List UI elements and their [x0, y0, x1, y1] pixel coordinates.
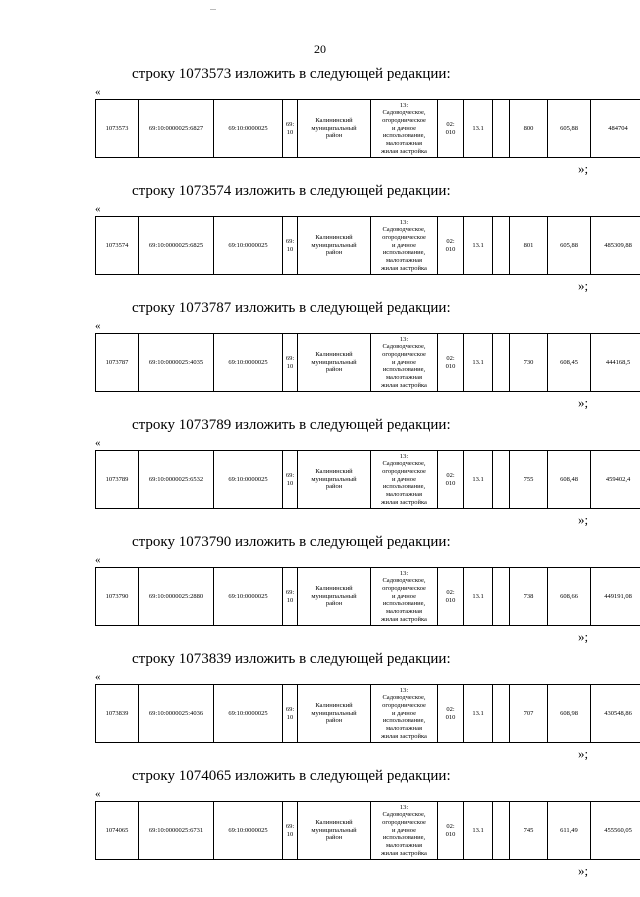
- table-row: [96, 100, 640, 158]
- amendment-heading: строку 1073789 изложить в следующей редакции:: [132, 417, 451, 433]
- cadastral-number-cell: 69:10:0000025:6731: [139, 802, 214, 860]
- land-use-cell: 13: Садоводческое, огородническое и дачное использование, малоэтажная жилая застройка: [371, 334, 438, 392]
- cadastral-number-cell: 69:10:0000025:6827: [139, 100, 214, 158]
- cadastral-block-cell: 69:10:0000025: [214, 568, 283, 626]
- amendment-table: [95, 684, 640, 743]
- empty-cell: [493, 334, 510, 392]
- table-row: [96, 568, 640, 626]
- rate-cell: 608,45: [548, 334, 591, 392]
- use-code-cell: 02: 010: [438, 334, 464, 392]
- table-row: [96, 334, 640, 392]
- area-cell: 738: [510, 568, 548, 626]
- use-code-cell: 02: 010: [438, 100, 464, 158]
- group-cell: 13.1: [464, 217, 493, 275]
- row-id-cell: 1073573: [96, 100, 139, 158]
- open-quote: «: [95, 554, 101, 566]
- row-id-cell: 1073839: [96, 685, 139, 743]
- empty-cell: [493, 217, 510, 275]
- empty-cell: [493, 685, 510, 743]
- district-cell: Калининский муниципальный район: [298, 334, 371, 392]
- group-cell: 13.1: [464, 334, 493, 392]
- cadastral-value-cell: 449191,08: [591, 568, 640, 626]
- amendment-heading: строку 1073839 изложить в следующей редакции:: [132, 651, 451, 667]
- open-quote: «: [95, 671, 101, 683]
- area-cell: 745: [510, 802, 548, 860]
- group-cell: 13.1: [464, 802, 493, 860]
- amendment-heading: строку 1073790 изложить в следующей редакции:: [132, 534, 451, 550]
- area-cell: 730: [510, 334, 548, 392]
- amendment-table: [95, 450, 640, 509]
- row-id-cell: 1073787: [96, 334, 139, 392]
- region-code-cell: 69: 10: [283, 100, 298, 158]
- close-quote: »;: [578, 863, 589, 878]
- cadastral-block-cell: 69:10:0000025: [214, 217, 283, 275]
- amendment-section: [0, 534, 640, 651]
- district-cell: Калининский муниципальный район: [298, 100, 371, 158]
- use-code-cell: 02: 010: [438, 451, 464, 509]
- land-use-cell: 13: Садоводческое, огородническое и дачное использование, малоэтажная жилая застройка: [371, 802, 438, 860]
- area-cell: 755: [510, 451, 548, 509]
- table-row: [96, 802, 640, 860]
- amendment-section: [0, 651, 640, 768]
- land-use-cell: 13: Садоводческое, огородническое и дачное использование, малоэтажная жилая застройка: [371, 100, 438, 158]
- cadastral-value-cell: 444168,5: [591, 334, 640, 392]
- row-id-cell: 1074065: [96, 802, 139, 860]
- close-quote: »;: [578, 512, 589, 527]
- cadastral-value-cell: 485309,88: [591, 217, 640, 275]
- open-quote: «: [95, 320, 101, 332]
- empty-cell: [493, 802, 510, 860]
- cadastral-block-cell: 69:10:0000025: [214, 334, 283, 392]
- cadastral-value-cell: 459402,4: [591, 451, 640, 509]
- amendments-list: [0, 66, 640, 885]
- close-quote: »;: [578, 278, 589, 293]
- region-code-cell: 69: 10: [283, 217, 298, 275]
- cadastral-number-cell: 69:10:0000025:2880: [139, 568, 214, 626]
- amendment-heading: строку 1073573 изложить в следующей редакции:: [132, 66, 451, 82]
- cadastral-number-cell: 69:10:0000025:4035: [139, 334, 214, 392]
- rate-cell: 608,66: [548, 568, 591, 626]
- land-use-cell: 13: Садоводческое, огородническое и дачное использование, малоэтажная жилая застройка: [371, 568, 438, 626]
- rate-cell: 611,49: [548, 802, 591, 860]
- group-cell: 13.1: [464, 451, 493, 509]
- cadastral-block-cell: 69:10:0000025: [214, 451, 283, 509]
- close-quote: »;: [578, 395, 589, 410]
- amendment-section: [0, 300, 640, 417]
- area-cell: 801: [510, 217, 548, 275]
- rate-cell: 605,88: [548, 217, 591, 275]
- rate-cell: 605,88: [548, 100, 591, 158]
- open-quote: «: [95, 788, 101, 800]
- district-cell: Калининский муниципальный район: [298, 217, 371, 275]
- cadastral-number-cell: 69:10:0000025:6532: [139, 451, 214, 509]
- cadastral-block-cell: 69:10:0000025: [214, 100, 283, 158]
- cadastral-number-cell: 69:10:0000025:4036: [139, 685, 214, 743]
- area-cell: 707: [510, 685, 548, 743]
- group-cell: 13.1: [464, 100, 493, 158]
- rate-cell: 608,48: [548, 451, 591, 509]
- district-cell: Калининский муниципальный район: [298, 685, 371, 743]
- region-code-cell: 69: 10: [283, 334, 298, 392]
- amendment-table: [95, 567, 640, 626]
- land-use-cell: 13: Садоводческое, огородническое и дачное использование, малоэтажная жилая застройка: [371, 217, 438, 275]
- row-id-cell: 1073789: [96, 451, 139, 509]
- cadastral-value-cell: 430548,86: [591, 685, 640, 743]
- area-cell: 800: [510, 100, 548, 158]
- table-row: [96, 685, 640, 743]
- amendment-table: [95, 801, 640, 860]
- table-row: [96, 451, 640, 509]
- use-code-cell: 02: 010: [438, 685, 464, 743]
- district-cell: Калининский муниципальный район: [298, 451, 371, 509]
- amendment-section: [0, 66, 640, 183]
- district-cell: Калининский муниципальный район: [298, 568, 371, 626]
- scan-dot: [210, 9, 216, 10]
- land-use-cell: 13: Садоводческое, огородническое и дачное использование, малоэтажная жилая застройка: [371, 451, 438, 509]
- group-cell: 13.1: [464, 568, 493, 626]
- use-code-cell: 02: 010: [438, 217, 464, 275]
- row-id-cell: 1073790: [96, 568, 139, 626]
- amendment-table: [95, 333, 640, 392]
- table-row: [96, 217, 640, 275]
- empty-cell: [493, 451, 510, 509]
- open-quote: «: [95, 86, 101, 98]
- amendment-heading: строку 1073787 изложить в следующей редакции:: [132, 300, 451, 316]
- open-quote: «: [95, 203, 101, 215]
- cadastral-number-cell: 69:10:0000025:6825: [139, 217, 214, 275]
- use-code-cell: 02: 010: [438, 568, 464, 626]
- close-quote: »;: [578, 746, 589, 761]
- cadastral-value-cell: 455560,05: [591, 802, 640, 860]
- cadastral-block-cell: 69:10:0000025: [214, 685, 283, 743]
- open-quote: «: [95, 437, 101, 449]
- amendment-table: [95, 216, 640, 275]
- amendment-heading: строку 1074065 изложить в следующей редакции:: [132, 768, 451, 784]
- group-cell: 13.1: [464, 685, 493, 743]
- row-id-cell: 1073574: [96, 217, 139, 275]
- region-code-cell: 69: 10: [283, 685, 298, 743]
- close-quote: »;: [578, 629, 589, 644]
- amendment-section: [0, 183, 640, 300]
- rate-cell: 608,98: [548, 685, 591, 743]
- close-quote: »;: [578, 161, 589, 176]
- amendment-table: [95, 99, 640, 158]
- use-code-cell: 02: 010: [438, 802, 464, 860]
- amendment-section: [0, 768, 640, 885]
- amendment-heading: строку 1073574 изложить в следующей редакции:: [132, 183, 451, 199]
- region-code-cell: 69: 10: [283, 802, 298, 860]
- district-cell: Калининский муниципальный район: [298, 802, 371, 860]
- region-code-cell: 69: 10: [283, 451, 298, 509]
- empty-cell: [493, 568, 510, 626]
- empty-cell: [493, 100, 510, 158]
- cadastral-value-cell: 484704: [591, 100, 640, 158]
- cadastral-block-cell: 69:10:0000025: [214, 802, 283, 860]
- land-use-cell: 13: Садоводческое, огородническое и дачное использование, малоэтажная жилая застройка: [371, 685, 438, 743]
- page-number: 20: [314, 42, 326, 56]
- amendment-section: [0, 417, 640, 534]
- region-code-cell: 69: 10: [283, 568, 298, 626]
